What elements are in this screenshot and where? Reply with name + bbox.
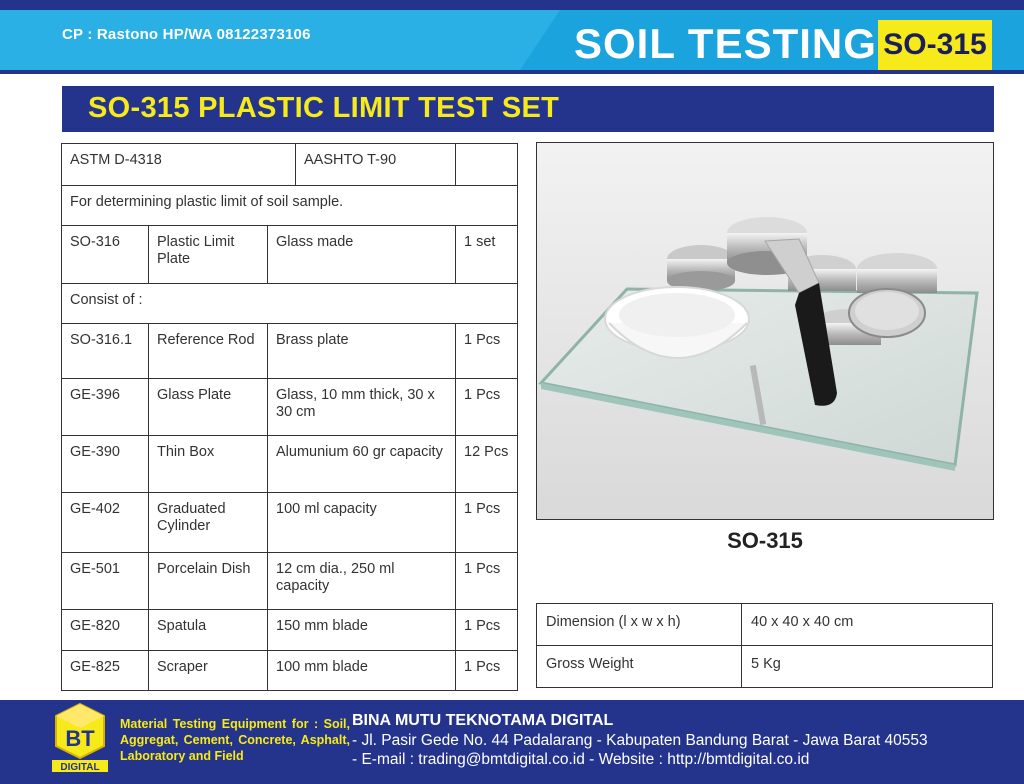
item-code: GE-390 xyxy=(62,436,149,493)
item-qty: 1 Pcs xyxy=(456,610,518,651)
consist-label: Consist of : xyxy=(62,284,518,324)
item-code: SO-316 xyxy=(62,226,149,284)
product-illustration xyxy=(537,143,994,520)
footer-tagline: Material Testing Equipment for : Soil, Aggregat, Cement, Concrete, Asphalt, Laboratory and Field xyxy=(120,717,350,763)
table-row xyxy=(62,651,518,691)
footer-address: - Jl. Pasir Gede No. 44 Padalarang - Kabupaten Bandung Barat - Jawa Barat 40553 xyxy=(352,732,928,749)
product-photo xyxy=(536,142,994,520)
table-row xyxy=(537,646,993,688)
item-qty: 1 set xyxy=(456,226,518,284)
item-code: GE-825 xyxy=(62,651,149,691)
item-qty: 1 Pcs xyxy=(456,651,518,691)
item-spec: Brass plate xyxy=(268,324,456,379)
category-title: SOIL TESTING xyxy=(574,20,877,67)
item-spec: 100 ml capacity xyxy=(268,493,456,553)
main-item-row xyxy=(62,226,518,284)
weight-value: 5 Kg xyxy=(742,646,993,688)
svg-text:DIGITAL: DIGITAL xyxy=(60,762,100,772)
item-spec: Alumunium 60 gr capacity xyxy=(268,436,456,493)
item-qty: 1 Pcs xyxy=(456,324,518,379)
svg-text:BT: BT xyxy=(65,726,95,751)
weight-label: Gross Weight xyxy=(537,646,742,688)
description-row xyxy=(62,186,518,226)
item-name: Spatula xyxy=(149,610,268,651)
item-spec: Glass, 10 mm thick, 30 x 30 cm xyxy=(268,379,456,436)
standards-row xyxy=(62,144,518,186)
item-code: SO-316.1 xyxy=(62,324,149,379)
item-name: Reference Rod xyxy=(149,324,268,379)
item-name: Scraper xyxy=(149,651,268,691)
item-name: Porcelain Dish xyxy=(149,553,268,610)
item-code: GE-501 xyxy=(62,553,149,610)
item-qty: 1 Pcs xyxy=(456,379,518,436)
table-row xyxy=(62,610,518,651)
product-title-banner xyxy=(62,86,994,132)
spec-table xyxy=(61,143,518,691)
company-logo xyxy=(52,702,108,772)
item-qty: 12 Pcs xyxy=(456,436,518,493)
item-spec: 12 cm dia., 250 ml capacity xyxy=(268,553,456,610)
table-row xyxy=(62,324,518,379)
item-code: GE-396 xyxy=(62,379,149,436)
description: For determining plastic limit of soil sample. xyxy=(62,186,518,226)
item-code: GE-402 xyxy=(62,493,149,553)
footer-contact: - E-mail : trading@bmtdigital.co.id - Website : http://bmtdigital.co.id xyxy=(352,751,810,768)
item-name: Thin Box xyxy=(149,436,268,493)
standard-aashto: AASHTO T-90 xyxy=(295,143,396,185)
table-row xyxy=(62,379,518,436)
dimension-value: 40 x 40 x 40 cm xyxy=(742,604,993,646)
contact-info: CP : Rastono HP/WA 08122373106 xyxy=(62,26,311,43)
standard-astm: ASTM D-4318 AASHTO T-90 xyxy=(62,144,456,186)
item-spec: 150 mm blade xyxy=(268,610,456,651)
item-qty: 1 Pcs xyxy=(456,493,518,553)
consist-row xyxy=(62,284,518,324)
item-code: GE-820 xyxy=(62,610,149,651)
header xyxy=(0,0,1024,80)
item-spec: 100 mm blade xyxy=(268,651,456,691)
table-row xyxy=(62,436,518,493)
dimension-table xyxy=(536,603,993,688)
item-qty: 1 Pcs xyxy=(456,553,518,610)
item-spec: Glass made xyxy=(268,226,456,284)
table-row xyxy=(62,493,518,553)
item-name: Plastic Limit Plate xyxy=(149,226,268,284)
dimension-label: Dimension (l x w x h) xyxy=(537,604,742,646)
code-badge: SO-315 xyxy=(878,20,992,70)
photo-caption: SO-315 xyxy=(727,528,803,553)
table-row xyxy=(62,553,518,610)
footer-company: BINA MUTU TEKNOTAMA DIGITAL xyxy=(352,712,614,729)
table-row xyxy=(537,604,993,646)
item-name: Glass Plate xyxy=(149,379,268,436)
product-title: SO-315 PLASTIC LIMIT TEST SET xyxy=(88,92,560,124)
item-name: Graduated Cylinder xyxy=(149,493,268,553)
